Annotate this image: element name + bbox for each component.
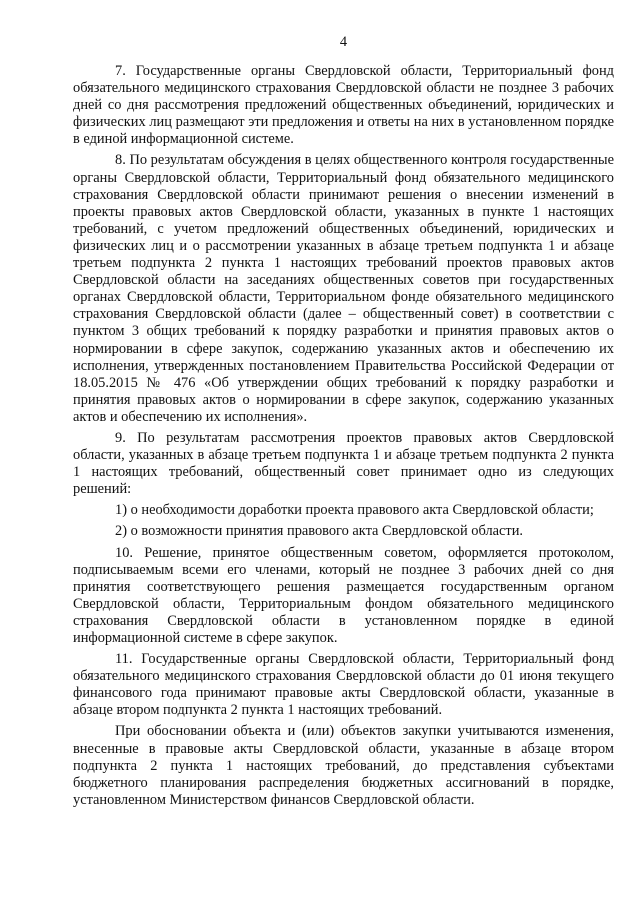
page-number: 4: [339, 34, 348, 50]
paragraph-9: 9. По результатам рассмотрения проектов правовых актов Свердловской области, указанных в абзаце третьем подпункта 1 и абзаце третьем подпункта 2 пункта 1 настоящих требований, общественный совет принимает одно из следующих решений:: [73, 429, 614, 498]
paragraph-9-item-1: 1) о необходимости доработки проекта правового акта Свердловской области;: [115, 502, 594, 519]
document-page: [73, 34, 614, 809]
paragraph-11: 11. Государственные органы Свердловской области, Территориальный фонд обязательного медицинского страхования Свердловской области до 01 июня текущего финансового года принимают правовые акты Свердловской области, указанные в абзаце втором подпункта 2 пункта 1 настоящих требований.: [73, 651, 614, 719]
paragraph-9-item-2: 2) о возможности принятия правового акта Свердловской области.: [115, 523, 523, 540]
paragraph-11-continuation: При обосновании объекта и (или) объектов закупки учитываются изменения, внесенные в правовые акты Свердловской области, указанные в абзаце втором подпункта 2 пункта 1 настоящих требований, до представления субъектами бюджетного планирования распределения бюджетных ассигнований в порядке, установленном Министерством финансов Свердловской области.: [73, 723, 614, 808]
paragraph-7: 7. Государственные органы Свердловской области, Территориальный фонд обязательного медицинского страхования Свердловской области не позднее 3 рабочих дней со дня рассмотрения предложений общественных объединений, юридических и физических лиц размещают эти предложения и ответы на них в установленном порядке в единой информационной системе.: [73, 63, 614, 148]
paragraph-8: 8. По результатам обсуждения в целях общественного контроля государственные органы Свердловской области, Территориальный фонд обязательного медицинского страхования Свердловской области принимают решения о внесении изменений в проекты правовых актов Свердловской области, указанных в пункте 1 настоящих требований, с учетом предложений общественных объединений, юридических и физических лиц и о рассмотрении указанных в абзаце третьем подпункта 1 и абзаце третьем подпункта 2 пункта 1 настоящих требований проектов правовых актов Свердловской области на заседаниях общественных советов при государственных органах Свердловской области, Территориальном фонде обязательного медицинского страхования Свердловской области (далее – общественный совет) в соответствии с пунктом 3 общих требований к порядку разработки и принятия правовых актов о нормировании в сфере закупок, содержанию указанных актов и обеспечению их исполнения, утвержденных постановлением Правительства Российской Федерации от 18.05.2015 № 476 «Об утверждении общих требований к порядку разработки и принятия правовых актов о нормировании в сфере закупок, содержанию указанных актов и обеспечению их исполнения».: [73, 152, 614, 425]
paragraph-10: 10. Решение, принятое общественным советом, оформляется протоколом, подписываемым всеми его членами, который не позднее 3 рабочих дней со дня принятия соответствующего решения размещается государственным органом Свердловской области, Территориальным фондом обязательного медицинского страхования Свердловской области в установленном порядке в единой информационной системе в сфере закупок.: [73, 544, 614, 646]
